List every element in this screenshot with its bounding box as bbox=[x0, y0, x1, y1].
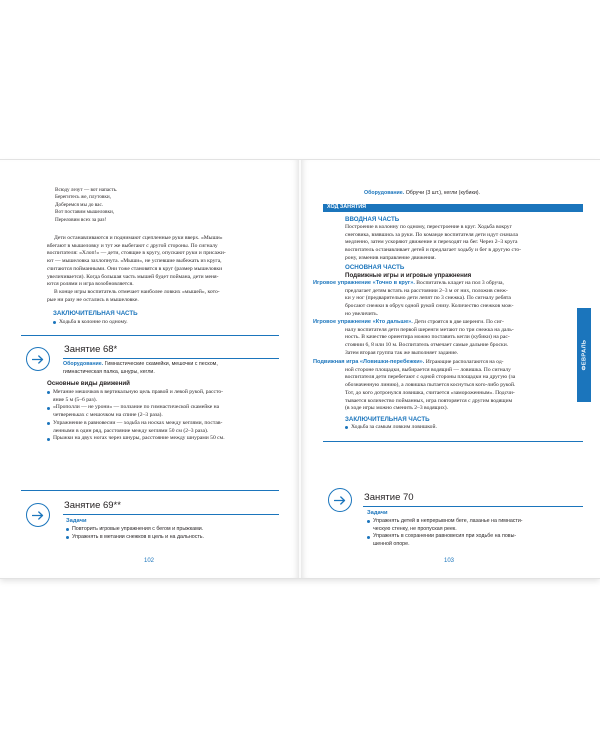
intro-text bbox=[345, 224, 581, 263]
book-spread bbox=[0, 160, 600, 578]
text-line: вбегают в мышеловку и тут же выбегают с другой стороны. По сигналу bbox=[47, 242, 218, 249]
list-item bbox=[53, 319, 279, 327]
bullet-icon bbox=[47, 407, 50, 410]
list-item-text: яние 5 м (5–6 раз). bbox=[53, 396, 97, 403]
lesson-title-rule bbox=[63, 358, 279, 359]
lesson-70-arrow-icon bbox=[328, 488, 352, 512]
text-line: Дети останавливаются и поднимают сцепленные руки вверх. «Мыши» bbox=[54, 235, 223, 241]
lesson-progress-bar: ХОД ЗАНЯТИЯ bbox=[323, 204, 583, 212]
list-item-text: Ходьба за самым ловким ловишкой. bbox=[351, 424, 437, 430]
text-line: но увеличить. bbox=[345, 310, 379, 317]
right-page bbox=[301, 160, 600, 578]
equipment-line bbox=[364, 190, 480, 196]
text-line: ность. В качестве ориентира можно поставить кегли (кубики) на рас- bbox=[345, 334, 510, 341]
bullet-icon bbox=[367, 536, 370, 539]
bullet-icon bbox=[47, 438, 50, 441]
lesson-68-title: Занятие 68* bbox=[64, 344, 118, 355]
text-line: тывается количество пойманных, игра повторяется с другим водящим bbox=[345, 397, 513, 404]
poem-line: Всюду лезут — вот напасть. bbox=[55, 187, 118, 193]
text-line: (в ходе игры можно сменить 2–3 водящих). bbox=[345, 405, 449, 412]
list-item-text: Упражнять детей в непрерывном беге, лазанье на гимнасти- bbox=[373, 518, 523, 524]
lesson-68-equipment bbox=[63, 361, 283, 376]
arrow-right-icon bbox=[334, 496, 346, 505]
list-item-text: Упражнять в сохранении равновесия при ходьбе на повы- bbox=[373, 533, 517, 540]
text-line: ной стороне площадки, выбирается водящий — ловишка. По сигналу bbox=[345, 366, 511, 373]
final-part-heading: ЗАКЛЮЧИТЕЛЬНАЯ ЧАСТЬ bbox=[53, 310, 138, 317]
lesson-title-rule bbox=[63, 514, 279, 515]
text-line: Тот, до кого дотронулся ловишка, считается «замороженным». Подсчи- bbox=[345, 389, 515, 396]
text-line: снеговика, взявшись за руки. По команде воспитателя дети идут сначала bbox=[345, 231, 518, 238]
poem-line: Берегитесь же, плутовки, bbox=[55, 194, 111, 201]
arrow-right-icon bbox=[32, 355, 44, 364]
exercise-1 bbox=[313, 280, 585, 319]
list-item bbox=[66, 526, 281, 534]
text-line: считаются пойманными. Они тоже становятся в круг (размер мышеловки bbox=[47, 265, 223, 272]
section-divider bbox=[21, 335, 279, 336]
lesson-69-arrow-icon bbox=[26, 503, 50, 527]
text-line: В конце игры воспитатель отмечает наиболее ловких «мышей», кото- bbox=[54, 288, 220, 295]
list-item-text: шенной опоре. bbox=[373, 541, 410, 548]
list-item-text: «Прополли — не урони» — ползание по гимнастической скамейке на bbox=[53, 404, 220, 411]
poem-line: Вот поставим мышеловки, bbox=[55, 209, 115, 216]
exercise-lead: Игровое упражнение «Точно в круг». bbox=[313, 280, 415, 286]
bullet-icon bbox=[66, 536, 69, 539]
games-subheading: Подвижные игры и игровые упражнения bbox=[345, 272, 472, 279]
list-item-text: Метание мешочков в вертикальную цель правой и левой рукой, рассто- bbox=[53, 389, 224, 395]
list-item bbox=[367, 518, 582, 533]
tasks-heading: Задачи bbox=[367, 510, 388, 516]
exercise-2 bbox=[313, 319, 585, 358]
page-number: 103 bbox=[444, 558, 455, 564]
list-item bbox=[47, 404, 279, 419]
equipment-text: Гимнастические скамейки, мешочки с песком, bbox=[103, 361, 218, 367]
text-line: рону, изменив направление движения. bbox=[345, 254, 436, 261]
text-line: Играющие располагаются на од- bbox=[424, 359, 504, 365]
intro-part-heading: ВВОДНАЯ ЧАСТЬ bbox=[345, 216, 400, 223]
list-item bbox=[66, 534, 281, 542]
poem-line: Переловим всех за раз! bbox=[55, 216, 107, 223]
equipment-label: Оборудование. bbox=[364, 190, 405, 196]
text-line: ки у ног (предварительно дети лепят по 3 снежка). По сигналу ребята bbox=[345, 295, 511, 302]
equipment-label: Оборудование. bbox=[63, 361, 104, 367]
list-item bbox=[47, 435, 279, 443]
text-line: Построение в колонну по одному, перестроение в круг. Ходьба вокруг bbox=[345, 224, 512, 230]
list-item bbox=[47, 420, 279, 435]
bullet-icon bbox=[345, 426, 348, 429]
text-line: воспитателя: «Хлоп!» — дети, стоящие в кругу, опускают руки и присажи- bbox=[47, 250, 226, 257]
bullet-icon bbox=[47, 391, 50, 394]
lesson-69-title: Занятие 69** bbox=[64, 500, 121, 511]
poem-line: Доберемся мы до вас. bbox=[55, 201, 104, 208]
text-line: медленно, затем ускоряют движение и переходят на бег. Через 2–3 круга bbox=[345, 239, 518, 246]
text-line: Затем вторая группа так же выполняет задание. bbox=[345, 349, 459, 356]
tasks-heading: Задачи bbox=[66, 518, 87, 524]
list-item-text: ленными в один ряд, расстояние между кеглями 50 см (2–3 раза). bbox=[53, 427, 209, 434]
list-item-text: Упражнять в метании снежков в цель и на дальность. bbox=[72, 533, 205, 540]
list-item-text: ческую стенку, не пропуская реек. bbox=[373, 525, 457, 532]
text-line: рые ни разу не остались в мышеловке. bbox=[47, 296, 139, 303]
text-line: Дети строятся в две шеренги. По сиг- bbox=[412, 319, 504, 325]
poem bbox=[55, 187, 255, 224]
text-line: ют — мышеловка захлопнута. «Мыши», не успевшие выбежать из круга, bbox=[47, 258, 222, 265]
section-divider bbox=[21, 490, 279, 491]
list-item bbox=[367, 533, 582, 548]
bullet-icon bbox=[367, 520, 370, 523]
month-label: ФЕВРАЛЬ bbox=[581, 339, 588, 371]
text-line: увеличивается). Когда большая часть мышей будет поймана, дети меня- bbox=[47, 273, 219, 280]
list-item-text: Повторить игровые упражнения с бегом и прыжками. bbox=[72, 526, 204, 532]
list-item bbox=[47, 389, 279, 404]
text-line: воспитателя дети перебегают с одной стороны площадки на другую (за bbox=[345, 374, 516, 381]
final-part-heading: ЗАКЛЮЧИТЕЛЬНАЯ ЧАСТЬ bbox=[345, 416, 430, 423]
text-line: воспитатель останавливает детей и предлагает ходьбу и бег в другую сто- bbox=[345, 247, 521, 254]
exercise-lead: Игровое упражнение «Кто дальше». bbox=[313, 319, 413, 325]
main-part-heading: ОСНОВНАЯ ЧАСТЬ bbox=[345, 264, 405, 271]
list-item-text: Прыжки на двух ногах через шнуры, расстояние между шнурами 50 см. bbox=[53, 435, 225, 442]
list-item-text: Упражнение в равновесии — ходьба на носках между кеглями, постав- bbox=[53, 419, 223, 426]
movements-list bbox=[47, 389, 279, 443]
list-item bbox=[345, 424, 581, 432]
tasks-list bbox=[367, 518, 582, 549]
equipment-text: гимнастическая палка, шнуры, кегли. bbox=[63, 368, 155, 375]
text-line: обозначенную линию), а ловишка пытается коснуться кого-либо рукой. bbox=[345, 382, 516, 389]
lesson-68-arrow-icon bbox=[26, 347, 50, 371]
game-description bbox=[47, 235, 277, 304]
equipment-text: Обручи (3 шт.), кегли (кубики). bbox=[404, 190, 481, 196]
bullet-icon bbox=[66, 528, 69, 531]
text-line: стоянии 6, 8 или 10 м. Воспитатель отмечает самые дальние броски. bbox=[345, 342, 509, 349]
exercise-lead: Подвижная игра «Ловишки-перебежки». bbox=[313, 359, 425, 365]
text-line: налу воспитателя дети первой шеренги метают по три снежка на даль- bbox=[345, 326, 514, 333]
text-line: бросают снежки в обруч одной рукой снизу. Количество снежков мож- bbox=[345, 303, 514, 310]
bullet-icon bbox=[53, 321, 56, 324]
month-side-tab bbox=[577, 308, 591, 402]
lesson-70-title: Занятие 70 bbox=[364, 492, 414, 503]
text-line: Воспитатель кладет на пол 3 обруча, bbox=[414, 280, 504, 286]
lesson-title-rule bbox=[363, 506, 583, 507]
left-page bbox=[0, 160, 299, 578]
section-divider bbox=[323, 441, 583, 442]
page-number: 102 bbox=[144, 558, 155, 564]
text-line: предлагает детям встать на расстоянии 2–3 м от них, положив снеж- bbox=[345, 287, 508, 294]
main-movements-heading: Основные виды движений bbox=[47, 380, 130, 387]
tasks-list bbox=[66, 526, 281, 541]
list-item-text: Ходьба в колонне по одному. bbox=[59, 319, 128, 325]
bullet-icon bbox=[47, 422, 50, 425]
arrow-right-icon bbox=[32, 511, 44, 520]
list-item-text: четвереньках с мешочком на спине (2–3 раза). bbox=[53, 412, 163, 419]
exercise-3 bbox=[313, 359, 585, 413]
text-line: ются ролями и игра возобновляется. bbox=[47, 281, 134, 288]
